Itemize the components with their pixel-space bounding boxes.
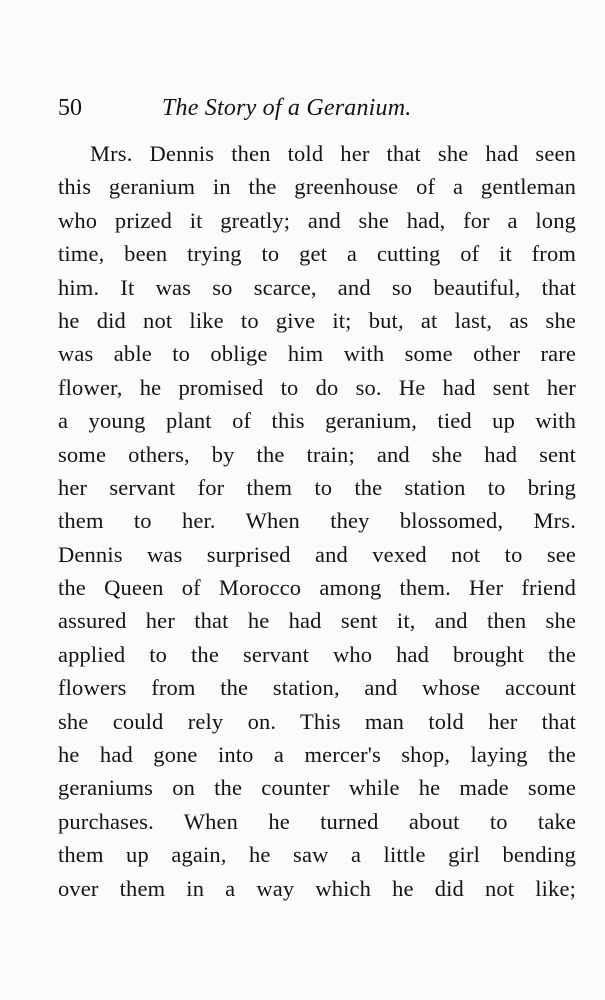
text-line: assured her that he had sent it, and then she bbox=[58, 608, 576, 634]
text-line: who prized it greatly; and she had, for a long bbox=[58, 207, 576, 233]
text-line: some others, by the train; and she had sent bbox=[58, 441, 576, 467]
text-line: purchases. When he turned about to take bbox=[58, 808, 576, 834]
text-line: them up again, he saw a little girl bending bbox=[58, 842, 576, 868]
text-line: was able to oblige him with some other rare bbox=[58, 341, 576, 367]
text-line: him. It was so scarce, and so beautiful, that bbox=[58, 274, 576, 300]
text-line: time, been trying to get a cutting of it from bbox=[58, 241, 576, 267]
text-line: applied to the servant who had brought the bbox=[58, 641, 576, 667]
text-line: he had gone into a mercer's shop, laying the bbox=[58, 742, 576, 768]
text-line: Dennis was surprised and vexed not to see bbox=[58, 541, 576, 567]
text-line: this geranium in the greenhouse of a gentleman bbox=[58, 174, 576, 200]
page-header bbox=[58, 88, 578, 128]
text-line: over them in a way which he did not like; bbox=[58, 875, 576, 901]
running-title: The Story of a Geranium. bbox=[162, 95, 412, 121]
page-number: 50 bbox=[58, 95, 82, 121]
text-line: a young plant of this geranium, tied up with bbox=[58, 408, 576, 434]
text-line: her servant for them to the station to bring bbox=[58, 474, 576, 500]
text-line: flowers from the station, and whose account bbox=[58, 675, 576, 701]
text-line: she could rely on. This man told her that bbox=[58, 708, 576, 734]
text-line: them to her. When they blossomed, Mrs. bbox=[58, 508, 576, 534]
text-line: the Queen of Morocco among them. Her friend bbox=[58, 575, 576, 601]
text-line: he did not like to give it; but, at last, as she bbox=[58, 307, 576, 333]
text-line: geraniums on the counter while he made some bbox=[58, 775, 576, 801]
text-line: flower, he promised to do so. He had sent her bbox=[58, 374, 576, 400]
text-line: Mrs. Dennis then told her that she had seen bbox=[90, 141, 576, 166]
body-paragraph bbox=[58, 137, 576, 905]
